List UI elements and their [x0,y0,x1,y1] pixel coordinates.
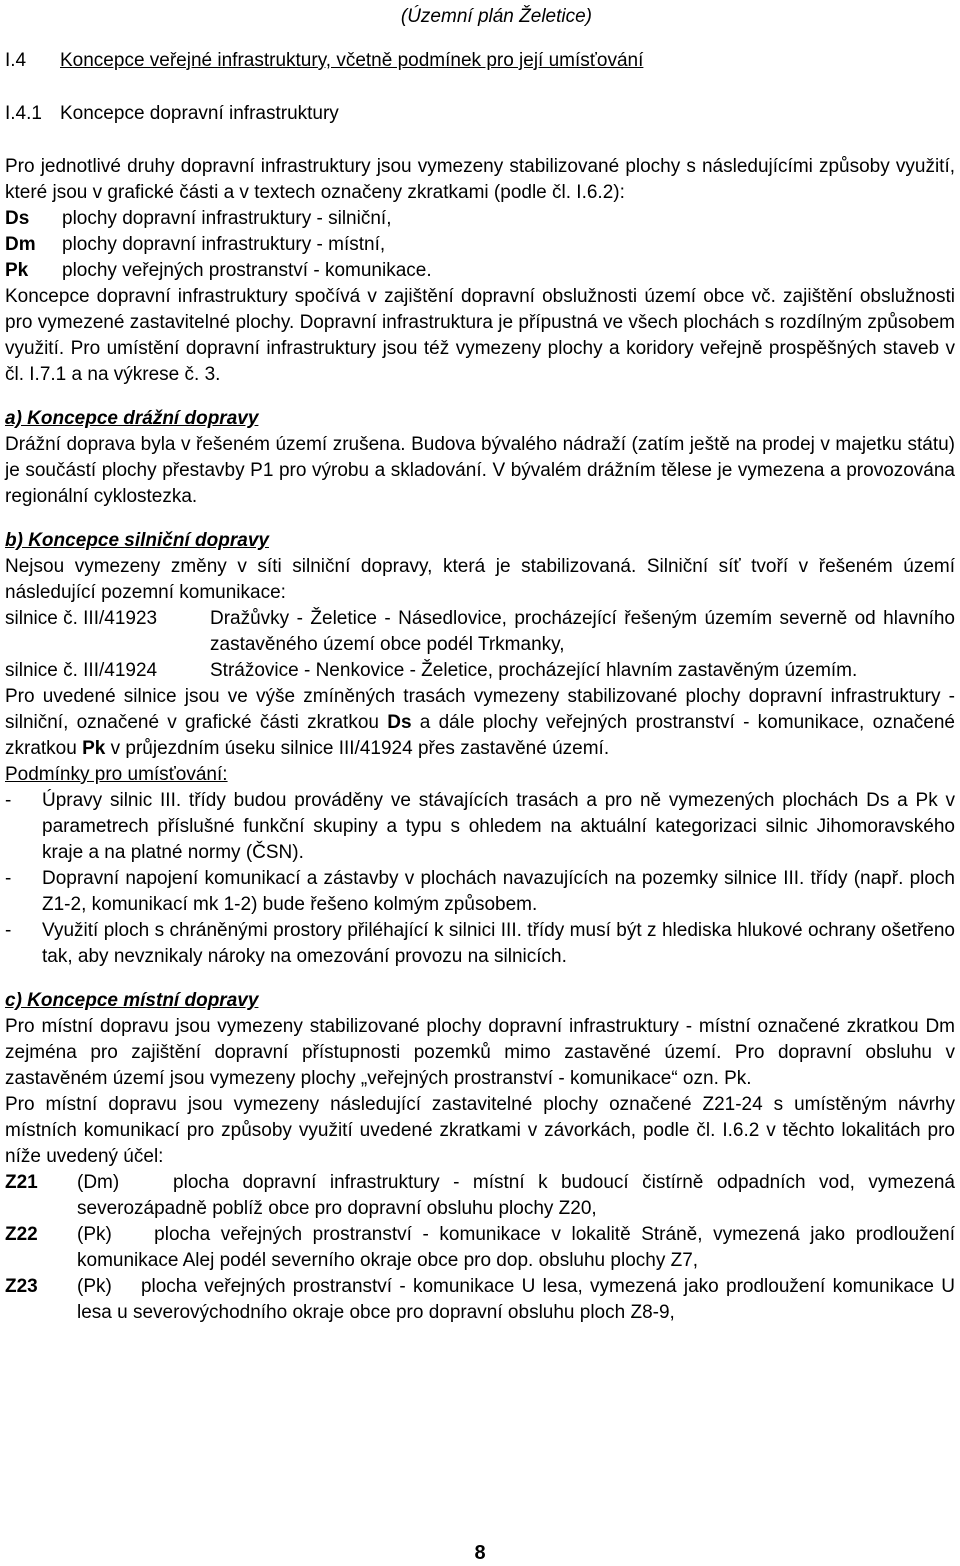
dash-marker: - [5,920,12,941]
road-paragraph: Nejsou vymezeny změny v síti silniční dopravy, která je stabilizovaná. Silniční síť tvoří v řešeném území následující pozemní komunikace: [5,556,955,603]
section-heading [5,48,643,74]
dash-marker: - [5,868,12,889]
code-key: Ds [5,208,30,229]
subsection-heading [5,101,339,127]
subsection-number: I.4.1 [5,103,42,124]
local-paragraph-1: Pro místní dopravu jsou vymezeny stabilizované plochy dopravní infrastruktury - místní označené zkratkou Dm zejména pro zajištění dopravní přístupnosti pozemků mimo zastavěné území. Pro dopravní obsluhu v zastavěném území jsou vymezeny plochy „veřejných prostranství - komunikace“ ozn. Pk. [5,1016,955,1089]
section-number: I.4 [5,50,27,71]
zone-code: Z23 [5,1276,38,1297]
text-run: v průjezdním úseku silnice III/41924 přes zastavěné území. [105,738,610,759]
road-item [5,658,955,684]
condition-item [5,866,955,918]
road-text: Dražůvky - Želetice - Násedlovice, procházející řešeným územím severně od hlavního zastavěného území obce podél Trkmanky, [210,608,955,655]
code-text: plochy dopravní infrastruktury - místní, [62,234,386,255]
body-text [5,154,960,1326]
condition-item [5,788,955,866]
code-key: Dm [5,234,36,255]
local-paragraph-2: Pro místní dopravu jsou vymezeny následující zastavitelné plochy označené Z21-24 s umístěným návrhy místních komunikací pro způsoby využití uvedené zkratkami v závorkách, podle čl. I.6.2 v těchto lokalitách pro níže uvedený účel: [5,1094,955,1167]
condition-text: Úpravy silnic III. třídy budou prováděny ve stávajících trasách a pro ně vymezených plochách Ds a Pk v parametrech příslušné funkční skupiny a typu s ohledem na aktuální kategorizaci silnic Jihomoravského kraje a na platné normy (ČSN). [42,790,955,863]
road-heading: b) Koncepce silniční dopravy [5,530,269,551]
conditions-label: Podmínky pro umísťování: [5,764,228,785]
condition-item [5,918,955,970]
document-header: (Územní plán Želetice) [400,6,592,27]
code-text: plochy veřejných prostranství - komunikace. [62,260,432,281]
zone-text: (Pk) plocha veřejných prostranství - komunikace U lesa, vymezená jako prodloužení komunikace U lesa u severovýchodního okraje obce pro dopravní obsluhu ploch Z8-9, [77,1276,960,1323]
code-pk: Pk [82,738,106,759]
condition-text: Dopravní napojení komunikací a zástavby v plochách navazujících na pozemky silnice III. třídy (např. ploch Z1-2, komunikací mk 1-2) bude řešeno kolmým způsobem. [42,868,955,915]
road-label: silnice č. III/41923 [5,608,158,629]
concept-paragraph: Koncepce dopravní infrastruktury spočívá v zajištění dopravní obslužnosti území obce vč. zajištění obslužnosti pro vymezené zastavitelné plochy. Dopravní infrastruktura je přípustná ve všech plochách s rozdílným způsobem využití. Pro umístění dopravní infrastruktury jsou též vymezeny plochy a koridory veřejně prospěšných staveb v čl. I.7.1 a na výkrese č. 3. [5,286,955,385]
zone-item [5,1222,960,1274]
road-after-paragraph [5,684,955,762]
road-label: silnice č. III/41924 [5,660,158,681]
code-key: Pk [5,260,29,281]
road-text: Strážovice - Nenkovice - Želetice, procházející hlavním zastavěným územím. [210,660,858,681]
code-item [5,258,955,284]
local-heading: c) Koncepce místní dopravy [5,990,259,1011]
code-ds: Ds [387,712,412,733]
text-run: Pro uvedené silnice jsou ve výše zmíněných trasách vymezeny stabilizované plochy dopravní infrastruktury - silniční, označené v grafické části zkratkou [5,686,955,733]
zone-code: Z21 [5,1172,38,1193]
dash-marker: - [5,790,12,811]
intro-paragraph: Pro jednotlivé druhy dopravní infrastruktury jsou vymezeny stabilizované plochy s následujícími způsoby využití, které jsou v grafické části a v textech označeny zkratkami (podle čl. I.6.2): [5,156,955,203]
section-title: Koncepce veřejné infrastruktury, včetně podmínek pro její umísťování [60,50,644,71]
zone-item [5,1170,960,1222]
subsection-title: Koncepce dopravní infrastruktury [60,103,339,124]
road-item [5,606,955,658]
rail-heading: a) Koncepce drážní dopravy [5,408,259,429]
condition-text: Využití ploch s chráněnými prostory přiléhající k silnici III. třídy musí být z hlediska hlukové ochrany ošetřeno tak, aby nevznikaly nároky na omezování provozu na silnicích. [42,920,955,967]
zone-text: (Dm) plocha dopravní infrastruktury - místní k budoucí čistírně odpadních vod, vymezená severozápadně poblíž obce pro dopravní obsluhu plochy Z20, [77,1172,960,1219]
page-number: 8 [474,1542,486,1564]
zone-item [5,1274,960,1326]
text-run: a dále plochy veřejných prostranství - komunikace, označené zkratkou [5,712,955,759]
zone-code: Z22 [5,1224,38,1245]
rail-paragraph: Drážní doprava byla v řešeném území zrušena. Budova bývalého nádraží (zatím ještě na prodej v majetku státu) je součástí plochy přestavby P1 pro výrobu a skladování. V bývalém drážním tělese je vymezena a provozována regionální cyklostezka. [5,434,955,507]
code-item [5,206,955,232]
code-item [5,232,955,258]
code-text: plochy dopravní infrastruktury - silniční, [62,208,392,229]
zone-text: (Pk) plocha veřejných prostranství - komunikace v lokalitě Stráně, vymezená jako prodloužení komunikace Alej podél severního okraje obce pro dop. obsluhu plochy Z7, [77,1224,960,1271]
